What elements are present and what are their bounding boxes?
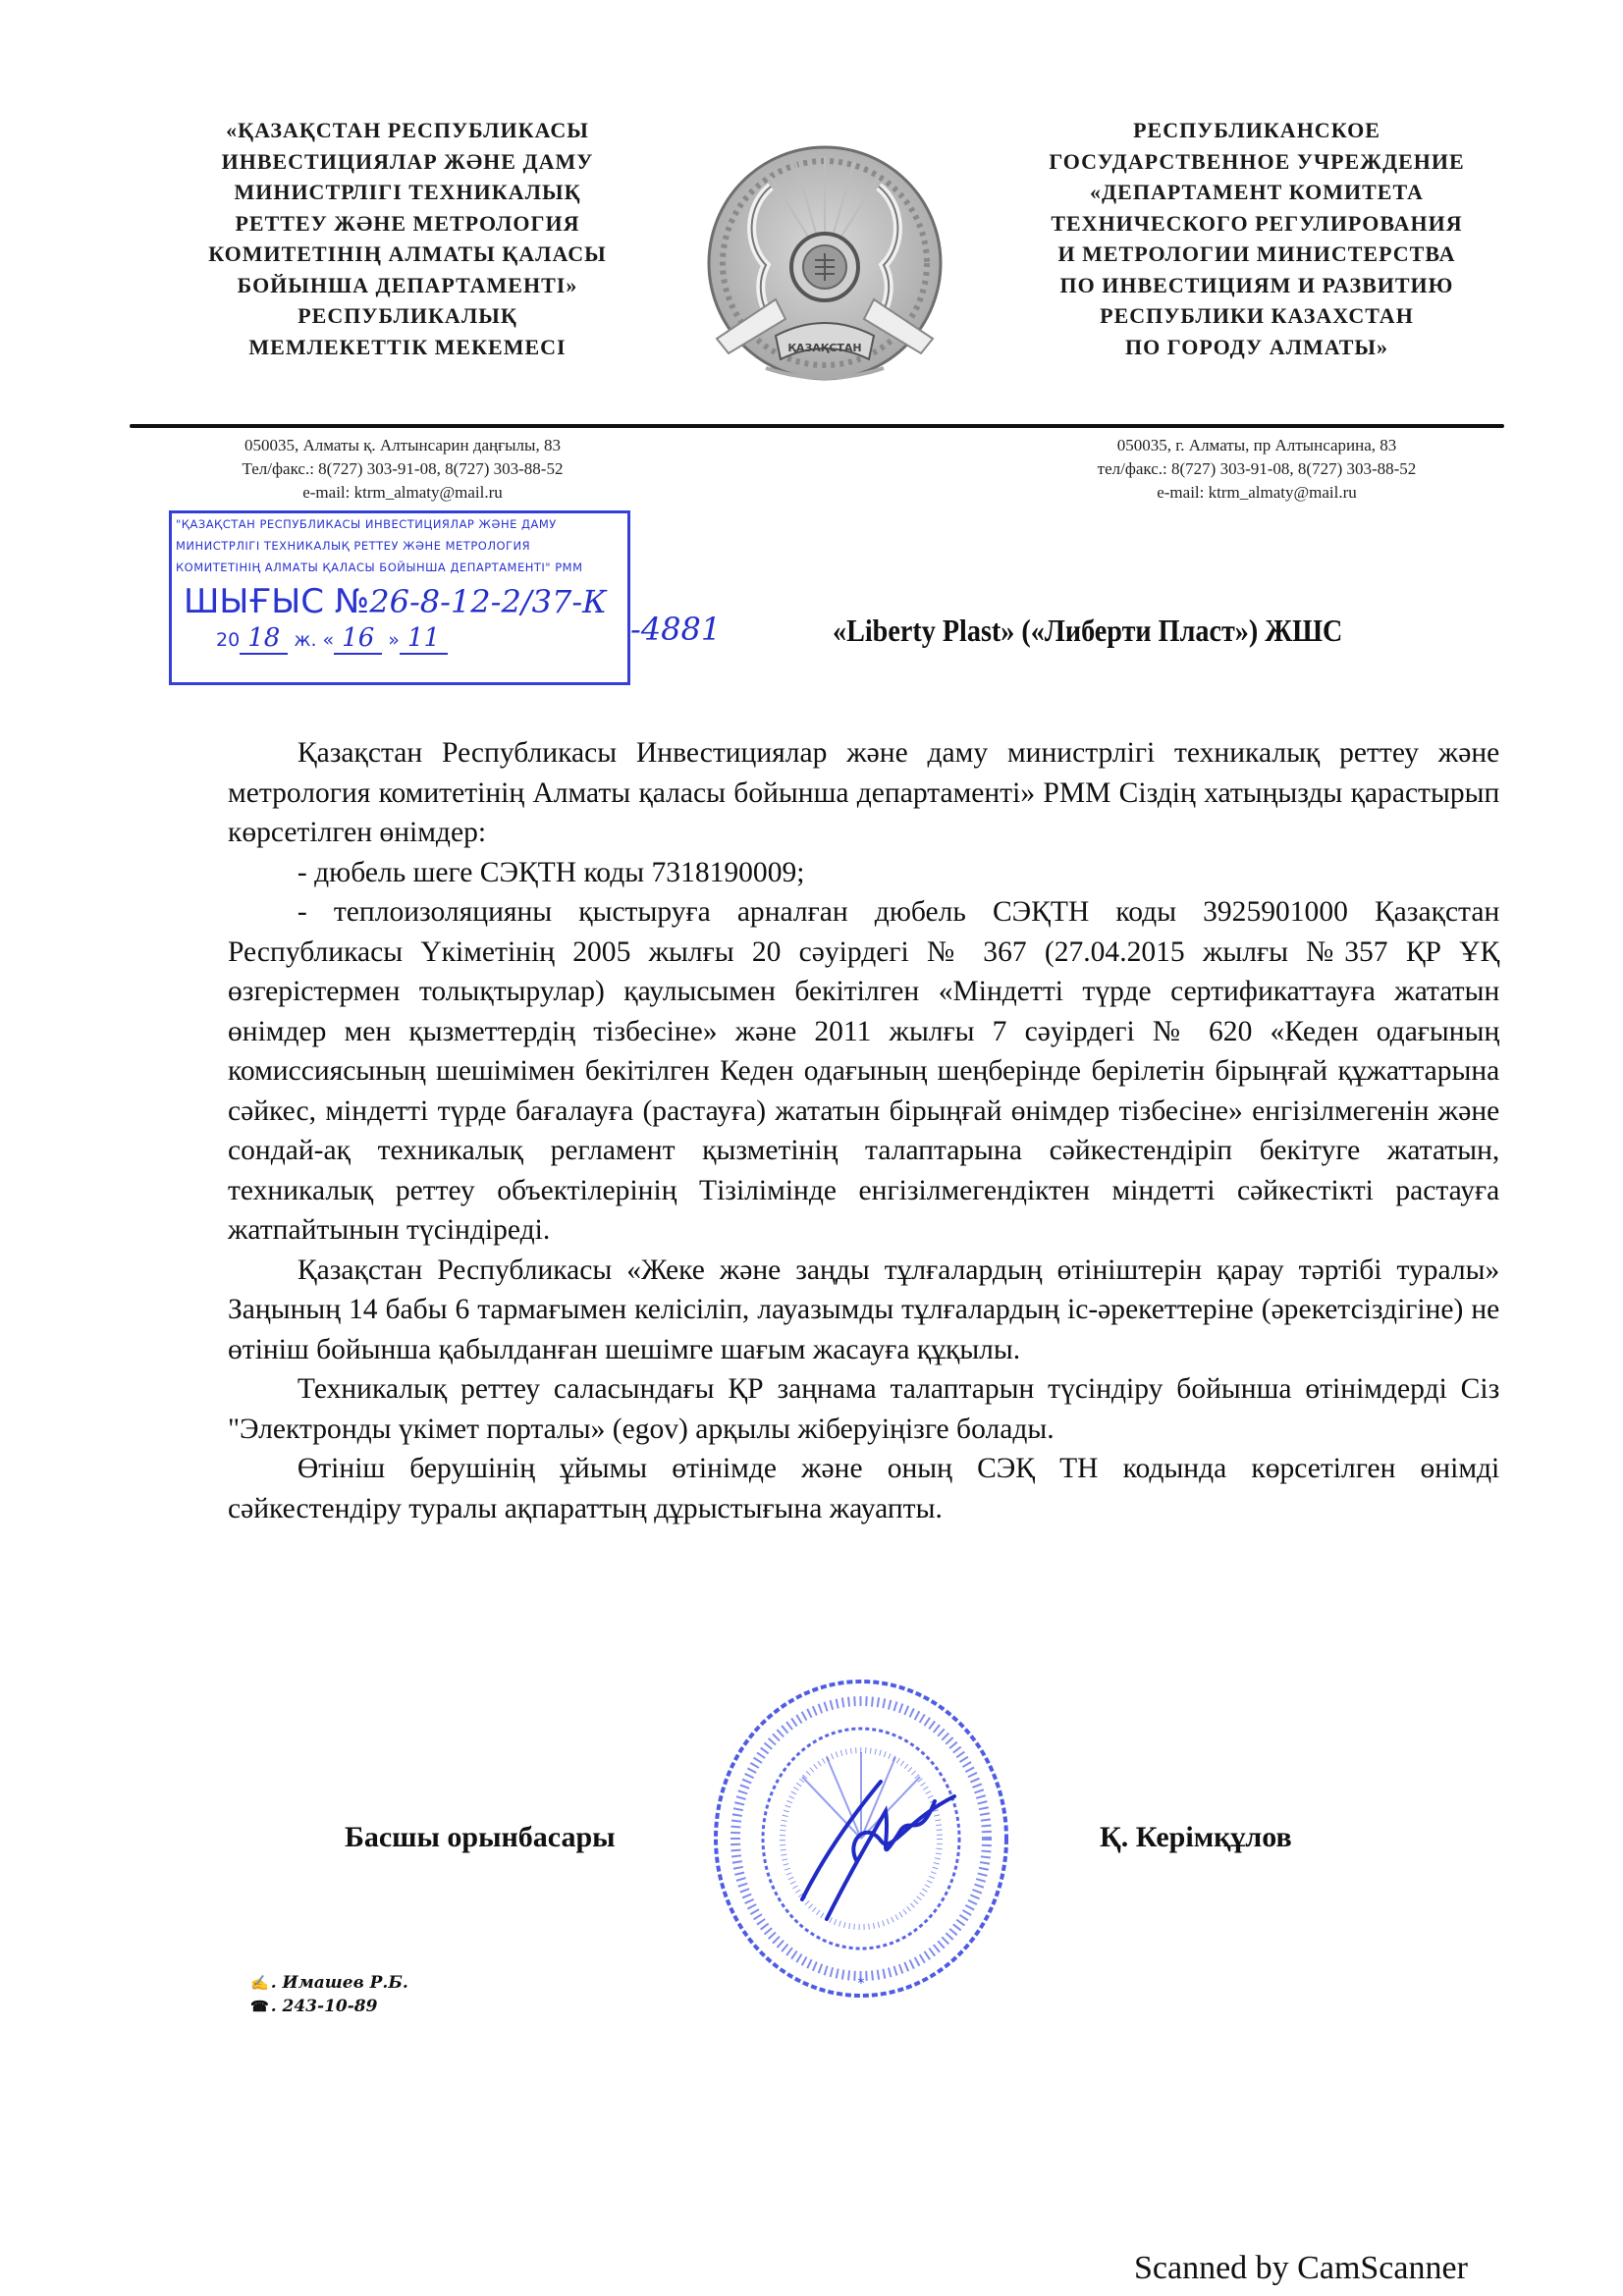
header-right-line: ГОСУДАРСТВЕННОЕ УЧРЕЖДЕНИЕ [1049, 148, 1465, 174]
executor-name-row [250, 1971, 408, 1995]
executor-info [250, 1971, 408, 2018]
stamp-day: 16 [334, 623, 382, 655]
signatory-role: Басшы орынбасары [345, 1821, 616, 1853]
stamp-outgoing-number [172, 582, 627, 621]
header-left-line: МЕМЛЕКЕТТІК МЕКЕМЕСІ [248, 334, 567, 359]
body-list-item: - теплоизоляцияны қыстыруға арналған дюбель СЭҚТН коды 3925901000 Қазақстан Республикасы Үкіметінің 2005 жылғы 20 сәуірдегі № 367 (27.04.2015 жылғы №357 ҚР ҰҚ өзгерістермен толықтырулар) қаулысымен бекітілген «Міндетті түрде сертификаттауға жататын өнімдер мен қызметтердің тізбесіне» және 2011 жылғы 7 сәуірдегі № 620 «Кеден одағының комиссиясының шешімімен бекітілген Кеден одағының шеңберінде берілетін бірыңғай құжаттарына сәйкес, міндетті түрде бағалауға (растауға) жататын бірыңғай өнімдер тізбесіне» енгізілмегенін және сондай-ақ техникалық регламент қызметінің талаптарына сәйкестендіріп бекітуге жататын, техникалық реттеу объектілерінің Тізілімінде енгізілмегендіктен міндетті сәйкестікті растауға жатпайтынын түсіндіреді. [228, 895, 1500, 1246]
header-left-line: БОЙЫНША ДЕПАРТАМЕНТІ» [237, 272, 578, 297]
stamp-year-suffix: ж. « [294, 629, 335, 651]
address-left-phone: Тел/факс.: 8(727) 303-91-08, 8(727) 303-88-52 [242, 459, 564, 478]
stamp-org-line: "ҚАЗАҚСТАН РЕСПУБЛИКАСЫ ИНВЕСТИЦИЯЛАР ЖӘНЕ ДАМУ [176, 517, 557, 531]
stamp-outgoing-label: ШЫҒЫС № [184, 582, 370, 621]
header-right-line: ПО ГОРОДУ АЛМАТЫ» [1125, 334, 1388, 359]
stamp-org-line: КОМИТЕТІНІҢ АЛМАТЫ ҚАЛАСЫ БОЙЫНША ДЕПАРТАМЕНТІ" РММ [176, 561, 583, 574]
signatory-name: Қ. Керімқұлов [1100, 1821, 1292, 1853]
header-right-line: ТЕХНИЧЕСКОГО РЕГУЛИРОВАНИЯ [1051, 210, 1463, 236]
executor-phone: . 243-10-89 [270, 1997, 378, 2016]
address-right-street: 050035, г. Алматы, пр Алтынсарина, 83 [1116, 436, 1397, 454]
round-seal-icon [709, 1674, 1013, 2002]
header-left-line: РЕТТЕУ ЖӘНЕ МЕТРОЛОГИЯ [235, 210, 580, 236]
header-right-line: РЕСПУБЛИКИ КАЗАХСТАН [1100, 303, 1414, 328]
address-left-street: 050035, Алматы қ. Алтынсарин даңғылы, 83 [244, 436, 561, 454]
header-left-line: РЕСПУБЛИКАЛЫҚ [298, 303, 517, 328]
address-left-email: e-mail: ktrm_almaty@mail.ru [302, 483, 503, 502]
letter-body [228, 733, 1499, 1528]
header-right-org-name [1001, 115, 1512, 362]
executor-phone-row [250, 1995, 408, 2018]
recipient: «Liberty Plast» («Либерти Пласт») ЖШС [833, 613, 1343, 648]
svg-text:*: * [857, 1976, 865, 1992]
stamp-year-prefix: 20 [216, 629, 241, 651]
header-right-line: ПО ИНВЕСТИЦИЯМ И РАЗВИТИЮ [1059, 272, 1454, 297]
body-list-item: - дюбель шеге СЭҚТН коды 7318190009; [297, 855, 805, 888]
stamp-number-tail: -4881 [630, 611, 722, 648]
address-right-email: e-mail: ktrm_almaty@mail.ru [1157, 483, 1357, 502]
address-right-phone: тел/факс.: 8(727) 303-91-08, 8(727) 303-88-52 [1097, 459, 1417, 478]
body-paragraph: Өтініш берушінің ұйымы өтінімде және оның СЭҚ ТН кодында көрсетілген өнімді сәйкестендіру туралы ақпараттың дұрыстығына жауапты. [228, 1452, 1500, 1524]
stamp-org-line: МИНИСТРЛІГІ ТЕХНИКАЛЫҚ РЕТТЕУ ЖӘНЕ МЕТРОЛОГИЯ [176, 539, 531, 553]
header-left-line: «ҚАЗАҚСТАН РЕСПУБЛИКАСЫ [226, 118, 589, 142]
body-paragraph: Қазақстан Республикасы «Жеке және заңды тұлғалардың өтініштерін қарау тәртібі туралы» Заңының 14 бабы 6 тармағымен келісіліп, лауазымды тұлғалардың іс-әрекеттеріне (әрекетсіздігіне) не өтініш бойынша қабылданған шешімге шағым жасауға құқылы. [228, 1253, 1500, 1365]
header-left-line: ИНВЕСТИЦИЯЛАР ЖӘНЕ ДАМУ [221, 148, 594, 174]
body-paragraph: Қазақстан Республикасы Инвестициялар және даму министрлігі техникалық реттеу және метрология комитетінің Алматы қаласы бойынша департаменті» РММ Сіздің хатыңызды қарастырып көрсетілген өнімдер: [228, 736, 1500, 848]
header-left-line: МИНИСТРЛІГІ ТЕХНИКАЛЫҚ [234, 180, 581, 204]
phone-icon: ☎ [250, 1998, 269, 2015]
stamp-date [172, 621, 627, 657]
header-right-line: И МЕТРОЛОГИИ МИНИСТЕРСТВА [1057, 241, 1456, 266]
stamp-day-suffix: » [388, 629, 400, 651]
address-left [182, 434, 623, 505]
stamp-year: 18 [240, 623, 288, 655]
executor-name: . Имашев Р.Б. [270, 1973, 408, 1993]
header-right-line: РЕСПУБЛИКАНСКОЕ [1133, 118, 1380, 142]
pen-icon: ✍ [250, 1974, 269, 1992]
header-left-org-name [172, 115, 643, 362]
kazakhstan-state-emblem-icon [677, 118, 972, 412]
body-paragraph: Техникалық реттеу саласындағы ҚР заңнама талаптарын түсіндіру бойынша өтінімдерді Сіз "Электронды үкімет порталы» (egov) арқылы жіберуіңізге болады. [228, 1372, 1500, 1445]
header-divider [130, 424, 1504, 428]
address-right [1041, 434, 1473, 505]
emblem-ribbon-text: ҚАЗАҚСТАН [787, 342, 862, 354]
outgoing-registration-stamp [169, 510, 630, 685]
header-left-line: КОМИТЕТІНІҢ АЛМАТЫ ҚАЛАСЫ [208, 241, 607, 266]
stamp-month: 11 [400, 623, 448, 655]
scanner-watermark: Scanned by CamScanner [1134, 2250, 1468, 2286]
stamp-number-handwritten: 26-8-12-2/37-К [369, 583, 607, 620]
header-right-line: «ДЕПАРТАМЕНТ КОМИТЕТА [1090, 180, 1424, 204]
